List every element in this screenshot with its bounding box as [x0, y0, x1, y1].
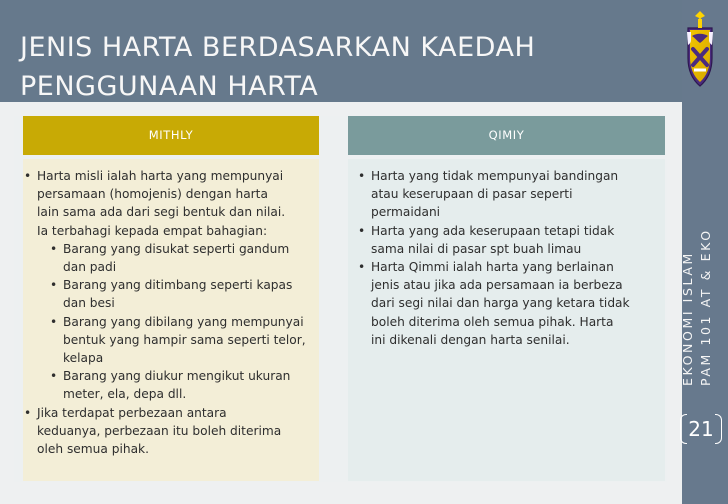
qimiy-header: QIMIY	[348, 116, 665, 155]
mithly-subitem-weighed	[49, 276, 313, 312]
qimiy-definition-bullet	[357, 258, 655, 349]
mithly-subitem-measured-line-1: • Barang yang disukat seperti gandum	[63, 241, 290, 256]
mithly-bullet-list	[23, 167, 313, 458]
qimiy-similar-value-line-1: • Harta yang ada keserupaan tetapi tidak	[371, 223, 615, 238]
qimiy-no-comparison-line-1: • Harta yang tidak mempunyai bandingan	[371, 169, 619, 183]
qimiy-no-comparison-bullet	[357, 167, 655, 222]
mithly-body	[23, 159, 319, 481]
mithly-subitem-weighed-line-2: dan besi	[63, 296, 115, 311]
mithly-header: MITHLY	[23, 116, 319, 155]
qimiy-definition-line-5: ini dikenali dengan harta senilai.	[371, 332, 570, 347]
logo-shield-icon	[676, 10, 724, 92]
mithly-subitem-counted	[49, 313, 313, 368]
page-number: 21	[680, 414, 722, 444]
mithly-difference-line-2: keduanya, perbezaan itu boleh diterima	[37, 423, 282, 438]
qimiy-column	[348, 116, 665, 482]
mithly-column	[23, 116, 319, 482]
course-line-islamic-economics: EKONOMI ISLAM	[680, 251, 695, 386]
qimiy-definition-line-1: • Harta Qimmi ialah harta yang berlainan	[371, 260, 614, 275]
mithly-subitem-counted-line-3: kelapa	[63, 351, 104, 366]
mithly-subitem-measured	[49, 240, 313, 276]
qimiy-definition-line-3: dari segi nilai dan harga yang ketara tidak	[371, 296, 630, 311]
mithly-subitem-weighed-line-1: • Barang yang ditimbang seperti kapas	[63, 278, 293, 293]
mithly-subitem-measured-line-2: dan padi	[63, 260, 117, 275]
mithly-subitem-counted-line-2: bentuk yang hampir sama seperti telor,	[63, 332, 306, 347]
qimiy-similar-value-bullet	[357, 222, 655, 258]
qimiy-no-comparison-line-2: atau keserupaan di pasar seperti	[371, 187, 573, 202]
mithly-definition-line-3: lain sama ada dari segi bentuk dan nilai.	[37, 205, 286, 220]
qimiy-bullet-list	[357, 167, 655, 349]
qimiy-body	[348, 159, 665, 481]
mithly-subitem-sized-line-2: meter, ela, depa dll.	[63, 387, 187, 402]
course-line-code: PAM 101 AT & EKO	[698, 228, 713, 386]
mithly-category-list	[37, 240, 313, 404]
slide-title: JENIS HARTA BERDASARKAN KAEDAH PENGGUNAAN HARTA	[20, 32, 536, 103]
institution-logo-icon	[676, 10, 724, 92]
mithly-difference-bullet	[23, 404, 313, 459]
mithly-difference-line-3: oleh semua pihak.	[37, 442, 149, 457]
mithly-subitem-sized	[49, 367, 313, 403]
mithly-definition-bullet	[23, 167, 313, 404]
title-banner	[0, 0, 682, 102]
qimiy-similar-value-line-2: sama nilai di pasar spt buah limau	[371, 241, 582, 256]
qimiy-no-comparison-line-3: permaidani	[371, 205, 441, 220]
mithly-definition-line-4: Ia terbahagi kepada empat bahagian:	[37, 223, 268, 238]
qimiy-definition-line-2: jenis atau jika ada persamaan ia berbeza	[371, 278, 623, 293]
mithly-subitem-counted-line-1: • Barang yang dibilang yang mempunyai	[63, 314, 304, 329]
qimiy-definition-line-4: boleh diterima oleh semua pihak. Harta	[371, 314, 614, 329]
course-label-vertical	[679, 100, 717, 390]
mithly-difference-line-1: • Jika terdapat perbezaan antara	[37, 405, 227, 420]
mithly-definition-line-1: • Harta misli ialah harta yang mempunyai	[37, 169, 284, 183]
comparison-content	[14, 116, 667, 482]
mithly-definition-line-2: persamaan (homojenis) dengan harta	[37, 187, 268, 202]
mithly-subitem-sized-line-1: • Barang yang diukur mengikut ukuran	[63, 369, 291, 384]
